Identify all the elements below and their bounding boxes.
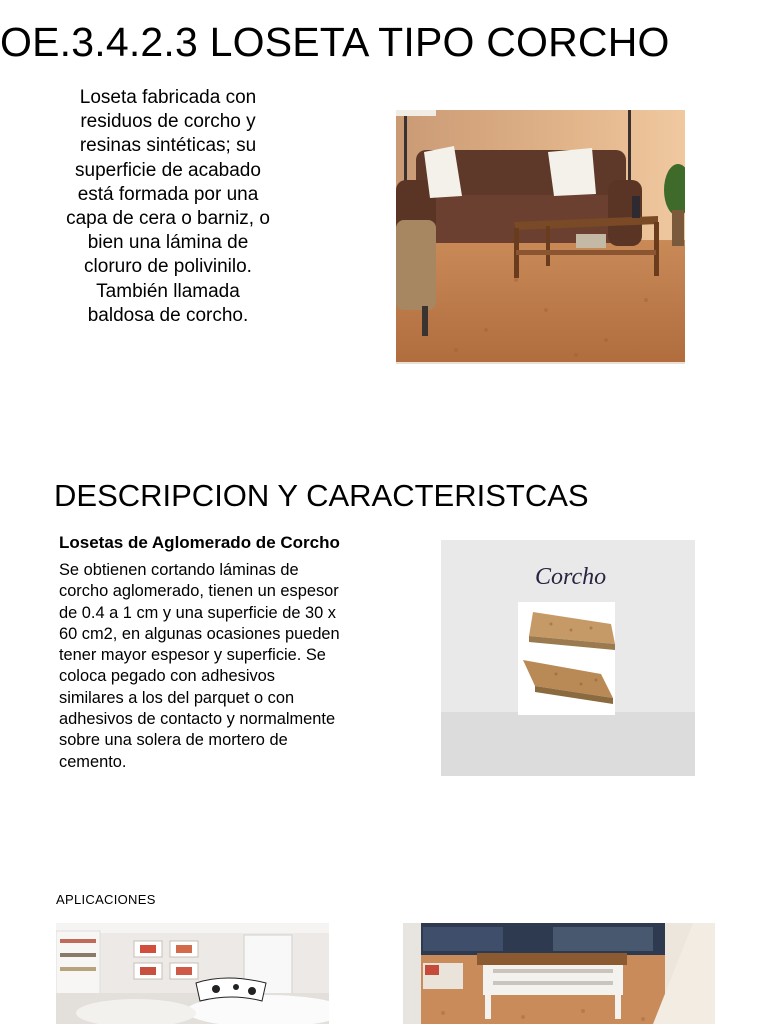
section-heading: DESCRIPCION Y CARACTERISTCAS bbox=[54, 478, 589, 513]
desc-line: corcho aglomerado, tienen un espesor bbox=[59, 582, 339, 601]
desc-line: coloca pegado con adhesivos bbox=[59, 667, 275, 686]
application-photo-kitchen bbox=[403, 923, 715, 1024]
intro-line: También llamada bbox=[96, 280, 240, 302]
desc-line: 60 cm2, en algunas ocasiones pueden bbox=[59, 624, 340, 643]
kitchen-illustration bbox=[403, 923, 715, 1024]
intro-line: Loseta fabricada con bbox=[79, 87, 257, 108]
desc-line: cemento. bbox=[59, 752, 127, 771]
intro-line: cloruro de polivinilo. bbox=[84, 256, 252, 278]
cork-tile-illustration bbox=[441, 540, 695, 776]
section-subheading: Losetas de Aglomerado de Corcho bbox=[59, 533, 340, 552]
page-title: OE.3.4.2.3 LOSETA TIPO CORCHO bbox=[0, 19, 670, 65]
desc-line: adhesivos de contacto y normalmente bbox=[59, 710, 336, 729]
intro-line: resinas sintéticas; su bbox=[79, 135, 257, 157]
intro-line: residuos de corcho y bbox=[80, 111, 256, 133]
intro-line: superficie de acabado bbox=[75, 159, 261, 181]
corcho-caption: Corcho bbox=[535, 564, 607, 590]
white-room-illustration bbox=[56, 923, 329, 1024]
intro-paragraph bbox=[40, 86, 296, 328]
intro-line: baldosa de corcho. bbox=[87, 304, 249, 326]
living-room-illustration bbox=[396, 110, 685, 364]
description-paragraph bbox=[59, 560, 399, 773]
intro-line: está formada por una bbox=[77, 183, 259, 205]
intro-line: bien una lámina de bbox=[87, 232, 249, 254]
desc-line: similares a los del parquet o con bbox=[59, 688, 295, 707]
application-photo-living-room bbox=[56, 923, 329, 1024]
cork-tile-product-image bbox=[441, 540, 695, 776]
desc-line: sobre una solera de mortero de bbox=[59, 731, 288, 750]
desc-line: de 0.4 a 1 cm y una superficie de 30 x bbox=[59, 603, 336, 622]
living-room-photo bbox=[396, 110, 685, 364]
applications-label: APLICACIONES bbox=[56, 892, 156, 907]
intro-line: capa de cera o barniz, o bbox=[66, 208, 270, 230]
desc-line: tener mayor espesor y superficie. Se bbox=[59, 646, 326, 665]
desc-line: Se obtienen cortando láminas de bbox=[59, 561, 299, 579]
